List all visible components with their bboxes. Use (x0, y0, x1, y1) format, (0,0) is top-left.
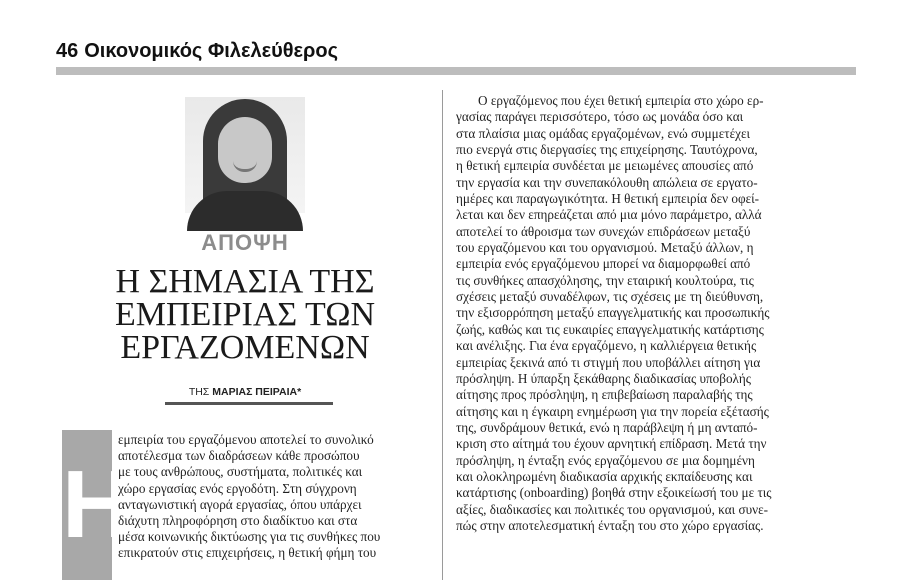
text-line: εμπειρία του εργαζόμενου αποτελεί το συνολικό (118, 432, 374, 447)
publication-name: Οικονομικός Φιλελεύθερος (84, 40, 338, 62)
text-line: αποτελεί το άθροισμα των συνεχών επιδράσεων μεταξύ (456, 223, 751, 239)
drop-cap: Η (62, 430, 112, 580)
text-line: του εργαζόμενου και του οργανισμού. Μεταξύ άλλων, η (456, 240, 754, 256)
text-line: πώς στην αποτελεσματική ένταξη του στο χώρο εργασίας. (456, 517, 764, 533)
page-number: 46 (56, 40, 79, 62)
text-line: αποτέλεσμα των διαδράσεων κάθε προσώπου (118, 448, 360, 464)
byline-rule (165, 402, 333, 405)
text-line: γασίας παράγει περισσότερο, τόσο ως μονάδα όσο και (456, 109, 744, 125)
text-line: της, συνδράμουν θετικά, ενώ η παράβλεψη ή μη ανταπό- (456, 419, 758, 435)
text-line: ημέρες και παραγωγικότητα. Η θετική εμπειρία δεν οφεί- (456, 191, 760, 207)
text-line: και ανέλιξης. Για ένα εργαζόμενο, η καλλιέργεια θετικής (456, 338, 757, 354)
page-header (56, 40, 338, 63)
header-rule (56, 67, 856, 75)
text-line: κατάρτισης (onboarding) βοηθά στην εξοικείωσή του με τις (456, 485, 772, 501)
text-line: αίτησης προς πρόσληψη, η επιβεβαίωση παραλαβής της (456, 387, 753, 403)
headline-line: ΕΜΠΕΙΡΙΑΣ ΤΩΝ (114, 296, 376, 333)
text-line: επικρατούν στις επιχειρήσεις, η θετική φήμη του (118, 545, 377, 561)
right-column (456, 93, 848, 534)
text-line: την εργασία και την συνεπακόλουθη απώλεια σε εργατο- (456, 174, 758, 190)
text-line: και ολοκληρωμένη διαδικασία αρχικής εκπαίδευσης και (456, 468, 753, 484)
left-column (118, 432, 430, 562)
text-line: εμπειρίας ξεκινά από τι στιγμή που υποβάλλει αίτηση για (456, 354, 761, 370)
byline-author: ΜΑΡΙΑΣ ΠΕΙΡΑΙΑ* (212, 386, 302, 398)
text-line: στα πλαίσια μιας ομάδας εργαζομένων, ενώ συμμετέχει (456, 125, 751, 141)
text-line: πιο ενεργά στις διεργασίες της επιχείρησης. Ταυτόχρονα, (456, 142, 758, 158)
headline-line: ΕΡΓΑΖΟΜΕΝΩΝ (120, 329, 370, 366)
text-line: λεται και δεν επηρεάζεται από μια μόνο παράμετρο, αλλά (456, 207, 762, 223)
author-photo (185, 97, 305, 213)
column-divider (442, 90, 443, 580)
text-line: μέσα κοινωνικής δικτύωσης για τις συνθήκες που (118, 529, 381, 545)
text-line: Ο εργαζόμενος που έχει θετική εμπειρία στο χώρο ερ- (478, 93, 764, 108)
text-line: σχέσεις μεταξύ συναδέλφων, τις σχέσεις με τη διεύθυνση, (456, 289, 764, 305)
text-line: αξίες, διαδικασίες και πολιτικές του οργανισμού, και συνε- (456, 501, 768, 517)
text-line: με τους ανθρώπους, συστήματα, πολιτικές και (118, 464, 363, 480)
text-line: ανταγωνιστική αγορά εργασίας, όπου υπάρχει (118, 496, 362, 512)
byline-prefix: ΤΗΣ (188, 386, 210, 398)
text-line: διάχυτη πληροφόρηση στο διαδίκτυο και στα (118, 513, 358, 529)
byline (150, 386, 340, 398)
section-label: ΑΠΟΨΗ (201, 230, 289, 255)
text-line: πρόσληψη, η ένταξη ενός εργαζόμενου σε μια δομημένη (456, 452, 755, 468)
text-line: πρόσληψη. Η ύπαρξη ξεκάθαρης διαδικασίας υποβολής (456, 370, 751, 386)
text-line: κριση στο αίτημά του έχουν αρνητική επίδραση. Μετά την (456, 436, 767, 452)
text-line: τις συνθήκες απασχόλησης, την εταιρική κουλτούρα, τις (456, 272, 754, 288)
headline (85, 265, 405, 364)
text-line: η θετική εμπειρία συνδέεται με μειωμένες απουσίες από (456, 158, 754, 174)
text-line: αίτησης και η έγκαιρη ενημέρωση για την πορεία εξέτασής (456, 403, 769, 419)
author-photo-face (218, 117, 272, 183)
author-photo-shoulders (187, 191, 303, 231)
text-line: την εξισορρόπηση μεταξύ επαγγελματικής και προσωπικής (456, 305, 770, 321)
text-line: χώρο εργασίας ενός εργοδότη. Στη σύγχρονη (118, 480, 357, 496)
text-line: ζωής, καθώς και τις ευκαιρίες επαγγελματικής κατάρτισης (456, 321, 764, 337)
headline-line: Η ΣΗΜΑΣΙΑ ΤΗΣ (115, 263, 375, 300)
text-line: εμπειρία ενός εργαζόμενου μπορεί να διαμορφωθεί από (456, 256, 751, 272)
